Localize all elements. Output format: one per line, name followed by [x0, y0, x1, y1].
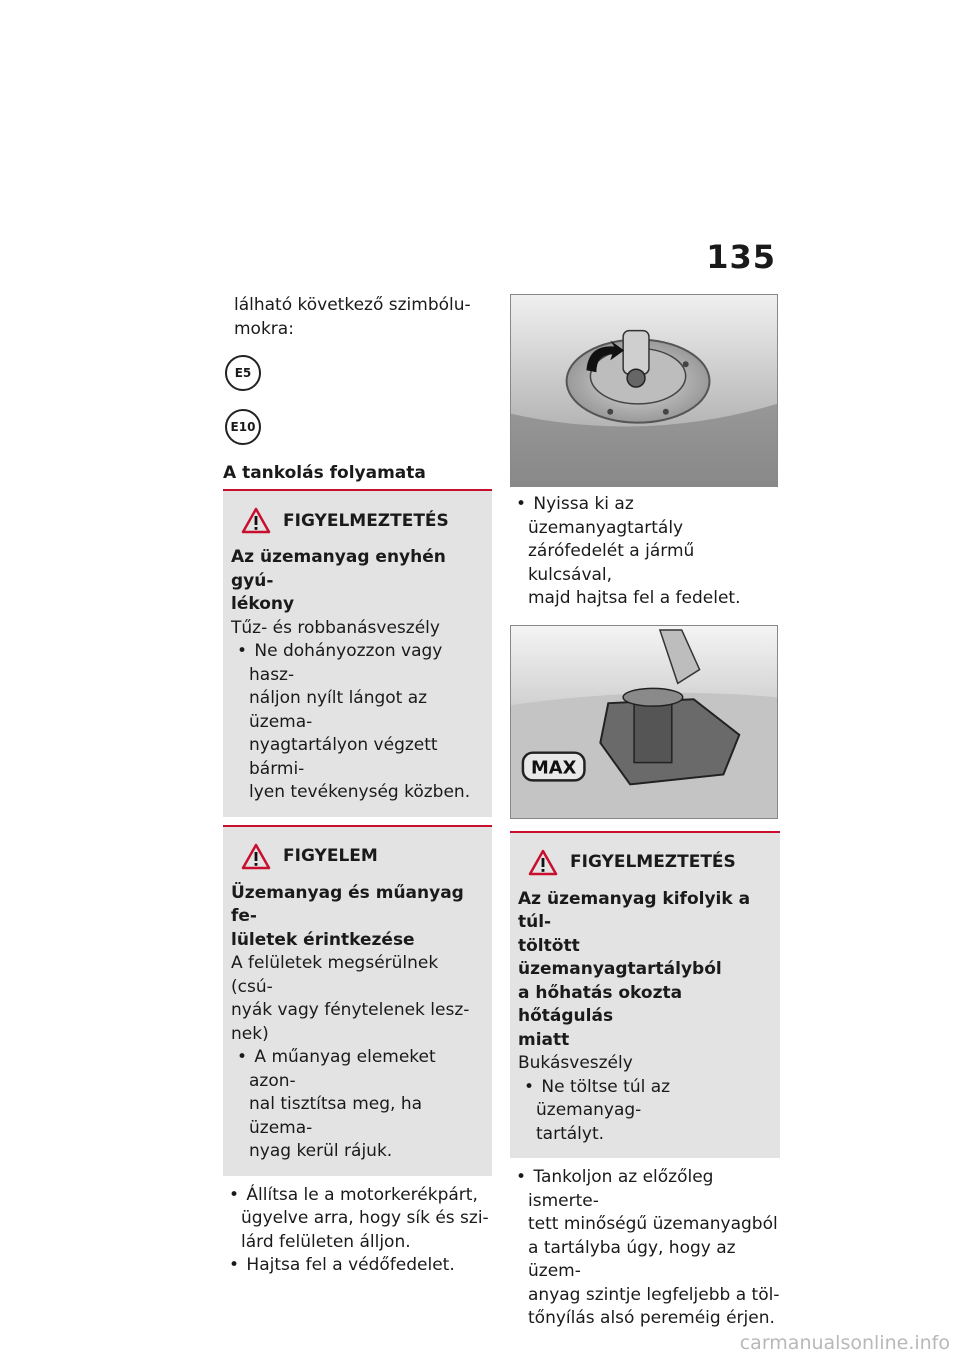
step-line: tett minőségű üzemanyagból: [528, 1214, 778, 1234]
warning-triangle-icon: [528, 849, 558, 876]
step-item: [510, 493, 780, 611]
bullet-line: náljon nyílt lángot az üzema-: [249, 688, 428, 732]
warning-triangle-icon: [241, 507, 271, 534]
bullet-item: [231, 640, 484, 805]
warning-bullets: [518, 1076, 772, 1147]
warning-title: FIGYELMEZTETÉS: [570, 852, 736, 872]
warning-title: FIGYELMEZTETÉS: [283, 510, 449, 531]
step-line: Hajtsa fel a védőfedelet.: [246, 1255, 455, 1275]
e5-fuel-symbol-icon: [225, 355, 261, 391]
warning-risk: [231, 952, 484, 1046]
risk-line: A felületek megsérülnek (csú-: [231, 953, 439, 997]
step-item: [510, 1166, 780, 1331]
fuel-filler-neck-photo: [510, 625, 778, 819]
warning-header: [231, 843, 484, 870]
step-line: Tankoljon az előzőleg ismerte-: [528, 1167, 714, 1211]
warning-subject: [231, 882, 484, 953]
warning-title: FIGYELEM: [283, 846, 378, 866]
warning-risk: Tűz- és robbanásveszély: [231, 617, 440, 638]
step-line: majd hajtsa fel a fedelet.: [528, 588, 741, 608]
bullet-line: tartályt.: [536, 1123, 605, 1144]
warning-header: [231, 507, 484, 534]
section-heading: A tankolás folyamata: [223, 463, 426, 483]
subject-line: lületek érintkezése: [231, 929, 415, 950]
warning-header: [518, 849, 772, 876]
intro-line: lálható következő szimbólu-: [234, 295, 471, 315]
step-line: Nyissa ki az üzemanyagtartály: [528, 494, 684, 538]
warning-risk: Bukásveszély: [518, 1053, 633, 1073]
step-line: lárd felületen álljon.: [241, 1231, 411, 1252]
warning-bullets: [231, 640, 484, 805]
bullet-line: nal tisztítsa meg, ha üzema-: [249, 1094, 423, 1138]
step-item: [223, 1254, 492, 1278]
subject-line: miatt: [518, 1029, 570, 1050]
risk-line: nek): [231, 1023, 269, 1044]
subject-line: Az üzemanyag kifolyik a túl-: [518, 888, 751, 932]
warning-box-fire: [223, 489, 492, 817]
procedure-step-open-cap: [510, 493, 780, 611]
bullet-line: Ne dohányozzon vagy hasz-: [249, 641, 443, 685]
step-line: zárófedelét a jármű kulcsával,: [528, 541, 695, 585]
step-line: tőnyílás alsó pereméig érjen.: [528, 1308, 775, 1328]
step-line: anyag szintje legfeljebb a töl-: [528, 1284, 780, 1305]
warning-triangle-icon: [241, 843, 271, 870]
bullet-item: [231, 1046, 484, 1164]
step-item: [223, 1184, 492, 1255]
intro-text: [223, 294, 492, 341]
warning-subject: [518, 888, 772, 1053]
subject-line: töltött üzemanyagtartályból: [518, 935, 722, 979]
bullet-line: A műanyag elemeket azon-: [249, 1047, 436, 1091]
warning-bullets: [231, 1046, 484, 1164]
step-line: ügyelve arra, hogy sík és szi-: [241, 1208, 489, 1228]
e5-label: E5: [234, 366, 252, 380]
step-line: Állítsa le a motorkerékpárt,: [246, 1184, 478, 1205]
fuel-cap-key-photo: [510, 294, 778, 487]
step-line: a tartályba úgy, hogy az üzem-: [528, 1237, 736, 1281]
watermark: carmanualsonline.info: [739, 1332, 950, 1354]
right-column: [510, 294, 780, 1331]
bullet-line: lyen tevékenység közben.: [249, 782, 471, 802]
e10-fuel-symbol-icon: [225, 409, 261, 445]
warning-box-overfill: [510, 831, 780, 1159]
page-number: 135: [706, 238, 776, 276]
warning-subject: [231, 546, 484, 617]
left-column: [223, 294, 492, 1278]
subject-line: Az üzemanyag enyhén gyú-: [231, 547, 446, 591]
bullet-item: [518, 1076, 772, 1147]
risk-line: nyák vagy fénytelenek lesz-: [231, 1000, 470, 1020]
bullet-line: nyagtartályon végzett bármi-: [249, 735, 438, 779]
bullet-line: Ne töltse túl az üzemanyag-: [536, 1076, 671, 1120]
procedure-steps: [223, 1184, 492, 1278]
subject-line: Üzemanyag és műanyag fe-: [231, 882, 464, 926]
e10-label: E10: [230, 420, 256, 434]
warning-box-plastic: [223, 825, 492, 1176]
bullet-line: nyag kerül rájuk.: [249, 1141, 393, 1161]
procedure-step-refuel: [510, 1166, 780, 1331]
subject-line: lékony: [231, 594, 295, 614]
max-label: MAX: [530, 756, 577, 778]
intro-line: mokra:: [234, 318, 294, 339]
subject-line: a hőhatás okozta hőtágulás: [518, 982, 683, 1026]
